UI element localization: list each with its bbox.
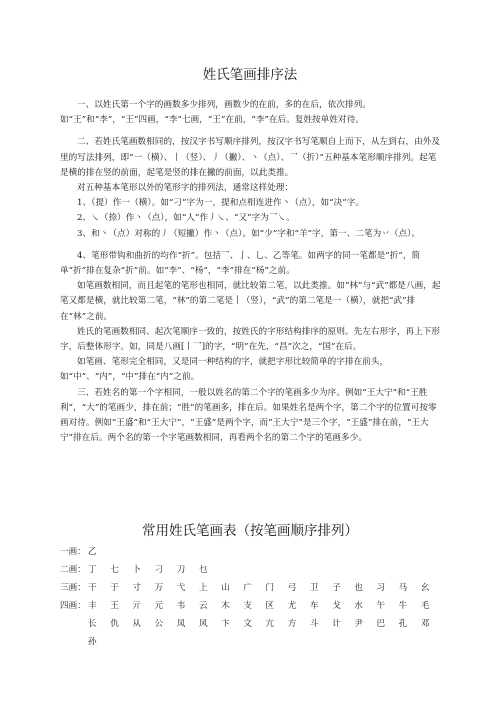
surname-char: 凤 bbox=[176, 619, 186, 629]
paragraph-special-2: 2、㇏（捺）作丶（点），如“人”作丿㇏、“又”字为乛㇏。 bbox=[77, 213, 295, 224]
paragraph-rule-2: 二、若姓氏笔画数相同的，按汉字书写顺序排列，按汉字书写笔顺自上而下，从左到右，由外及里的写法排列，即“一（横）、丨（竖）、丿（撇）、丶（点）、乛（折）”五种基本笔形顺序排列。起笔是横的排在竖的前面，起笔是竖的排在撇的前面，以此类推。 bbox=[60, 137, 441, 178]
surname-char: 孔 bbox=[398, 619, 408, 629]
body-text bbox=[60, 98, 442, 446]
surname-char: 寸 bbox=[132, 583, 141, 593]
surname-char: 卞 bbox=[221, 619, 230, 629]
document-title: 姓氏笔画排序法 bbox=[202, 67, 298, 83]
stroke-row-chars bbox=[88, 561, 448, 579]
stroke-row bbox=[60, 543, 450, 561]
stroke-row-label: 二画： bbox=[60, 565, 86, 575]
stroke-row bbox=[60, 561, 450, 579]
surname-char: 卜 bbox=[132, 565, 141, 575]
surname-char: 尤 bbox=[287, 601, 297, 611]
paragraph-rule-1: 一、以姓氏第一个字的画数多少排列，画数少的在前，多的在后，依次排列。如“王”和“李”，“王”四画，“李”七画，“王”在前，“李”在后。复姓按单姓对待。 bbox=[60, 100, 371, 126]
surname-char: 习 bbox=[376, 583, 386, 593]
surname-char: 上 bbox=[198, 583, 208, 593]
surname-char: 干 bbox=[88, 583, 97, 593]
stroke-row-chars bbox=[88, 579, 448, 597]
surname-char: 木 bbox=[221, 601, 230, 611]
surname-char: 七 bbox=[110, 565, 119, 575]
surname-char: 山 bbox=[221, 583, 230, 593]
stroke-row-label: 四画： bbox=[60, 601, 86, 611]
surname-char: 从 bbox=[132, 619, 141, 629]
surname-char: 水 bbox=[354, 601, 363, 611]
surname-char: 卫 bbox=[309, 583, 319, 593]
paragraph-same-structure: 如笔画、笔形完全相同，又是同一种结构的字，就把字形比较简单的字排在前头，如“中”、“内”，“中”排在“内”之前。 bbox=[60, 357, 389, 383]
surname-char: 长 bbox=[88, 619, 97, 629]
surname-char: 风 bbox=[198, 619, 208, 629]
paragraph-special-4: 4、笔形带钩和曲折的均作“折”。包括乛、亅、乚、乙等笔。如两字的同一笔都是“折”，简单“折”排在复杂“折”前。如“李”、“杨”，“李”排在“杨”之前。 bbox=[60, 250, 421, 277]
stroke-row-label: 三画： bbox=[60, 583, 86, 593]
surname-char: 马 bbox=[398, 583, 408, 593]
surname-char: 尹 bbox=[354, 619, 363, 629]
paragraph-second-stroke: 如笔画数相同，而且起笔的笔形也相同，就比较第二笔，以此类推。如“林”与“武”都是八画，起笔又都是横，就比较第二笔，“林”的第二笔是丨（竖），“武”的第二笔是一（横），就把“武”排在“林”之前。 bbox=[60, 281, 441, 322]
surname-char: 孙 bbox=[88, 637, 97, 647]
surname-char: 公 bbox=[154, 619, 164, 629]
surname-char: 乙 bbox=[88, 547, 97, 557]
surname-char: 邓 bbox=[420, 619, 430, 629]
surname-char: 刁 bbox=[154, 565, 164, 575]
stroke-row-label: 一画： bbox=[60, 547, 86, 557]
surname-char: 王 bbox=[110, 601, 119, 611]
surname-char: 幺 bbox=[420, 583, 430, 593]
paragraph-rule-3: 三、若姓名的第一个字相同，一般以姓名的第二个字的笔画多少为序。例如“王大宁”和“王胜利”，“大”的笔画少，排在前；“胜”的笔画多，排在后。如果姓名是两个字，第二个字的位置可按零画对待。例如“王盛”和“王大宁”，“王盛”是两个字，而“王大宁”是三个字，“王盛”排在前，“王大宁”排在后。两个名的第一个字笔画数相同，再看两个名的第二个字的笔画多少。 bbox=[60, 387, 437, 444]
surname-char: 云 bbox=[198, 601, 208, 611]
stroke-row-chars bbox=[88, 597, 448, 651]
surname-char: 子 bbox=[332, 583, 341, 593]
surname-char: 弓 bbox=[287, 583, 297, 593]
surname-char: 毛 bbox=[420, 601, 430, 611]
surname-char: 门 bbox=[265, 583, 275, 593]
stroke-row bbox=[60, 579, 450, 597]
surname-char: 广 bbox=[243, 583, 252, 593]
stroke-row bbox=[60, 597, 450, 651]
surname-char: 车 bbox=[309, 601, 319, 611]
surname-char: 文 bbox=[243, 619, 252, 629]
surname-char: 支 bbox=[243, 601, 252, 611]
surname-char: 计 bbox=[332, 619, 341, 629]
surname-char: 弋 bbox=[176, 583, 186, 593]
stroke-table-title: 常用姓氏笔画表（按笔画顺序排列） bbox=[142, 523, 358, 539]
surname-char: 区 bbox=[265, 601, 275, 611]
surname-char: 元 bbox=[154, 601, 164, 611]
surname-char: 午 bbox=[376, 601, 386, 611]
surname-char: 牛 bbox=[398, 601, 408, 611]
surname-char: 刀 bbox=[176, 565, 186, 575]
surname-char: 戈 bbox=[332, 601, 341, 611]
paragraph-structure: 姓氏的笔画数相同、起次笔顺序一致的，按姓氏的字形结构排序的原则。先左右形字，再上下形字，后整体形字。如，同是八画[丨乛]的字，“明”在先，“昌”次之，“国”在后。 bbox=[60, 326, 441, 353]
surname-char: 万 bbox=[154, 583, 164, 593]
surname-char: 亢 bbox=[265, 619, 275, 629]
surname-char: 乜 bbox=[198, 565, 208, 575]
stroke-row-chars bbox=[88, 543, 448, 561]
surname-char: 亓 bbox=[132, 601, 141, 611]
paragraph-special-1: 1、（提）作一（横）。如“刁”字为一，提和点相连进作丶（点），如“决”字。 bbox=[77, 198, 364, 209]
paragraph-special-3: 3、和丶（点）对称的丿（短撇）作丶（点）。如“少”字和“羊”字，第一、二笔为丷（点）。 bbox=[77, 228, 421, 239]
paragraph-special-intro: 对五种基本笔形以外的笔形字的排列法，通常这样处理： bbox=[77, 183, 294, 194]
surname-char: 仇 bbox=[110, 619, 119, 629]
surname-char: 方 bbox=[287, 619, 297, 629]
surname-char: 韦 bbox=[176, 601, 186, 611]
surname-char: 也 bbox=[354, 583, 363, 593]
stroke-table bbox=[60, 543, 450, 651]
surname-char: 巴 bbox=[376, 619, 386, 629]
surname-char: 丁 bbox=[88, 565, 97, 575]
surname-char: 于 bbox=[110, 583, 119, 593]
surname-char: 斗 bbox=[309, 619, 319, 629]
surname-char: 丰 bbox=[88, 601, 97, 611]
